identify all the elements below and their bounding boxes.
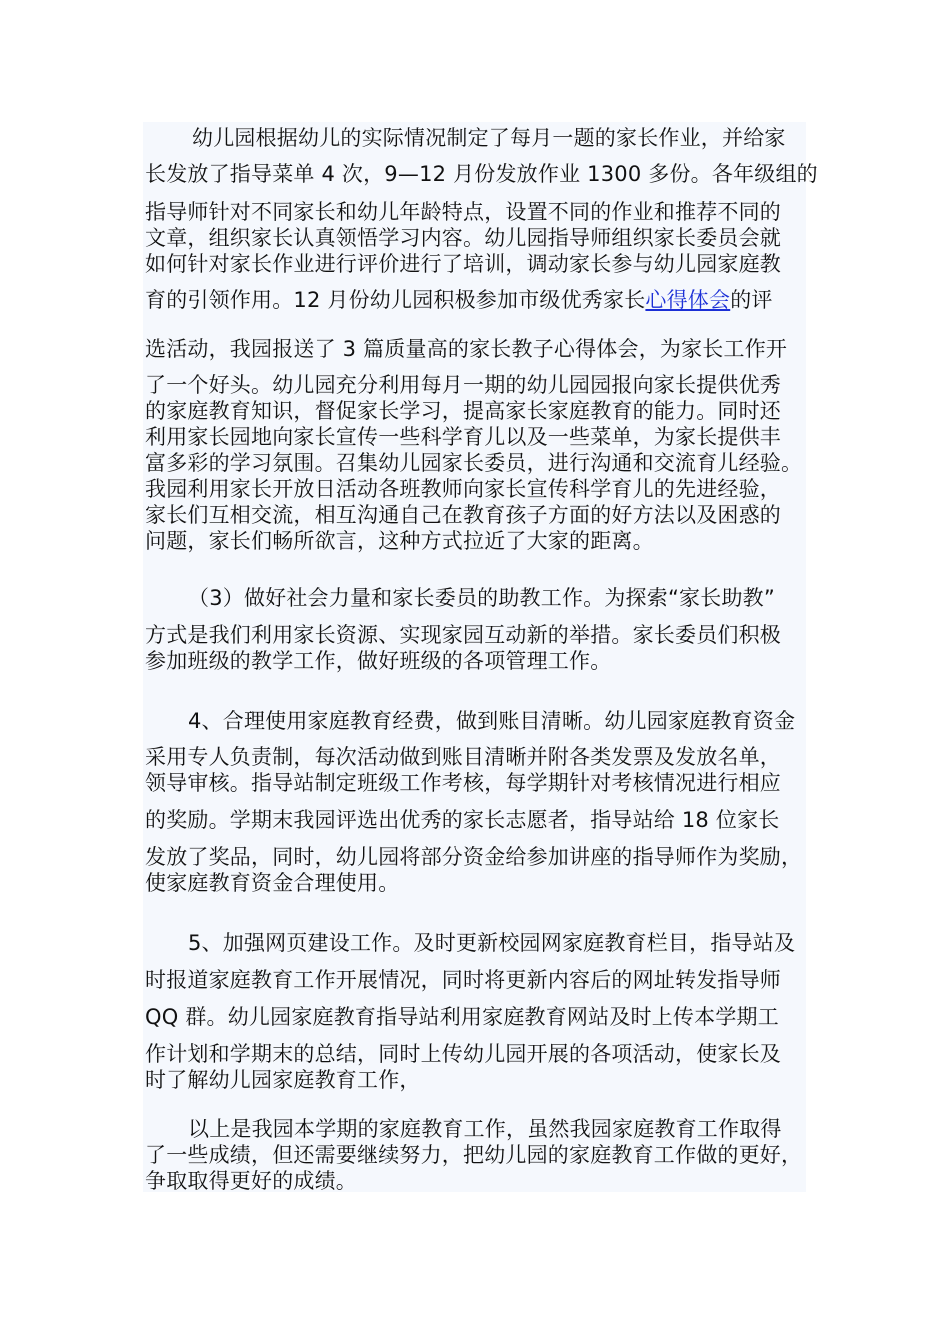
text-line: 以上是我园本学期的家庭教育工作，虽然我园家庭教育工作取得	[188, 1117, 782, 1141]
text-line: 富多彩的学习氛围。召集幼儿园家长委员，进行沟通和交流育儿经验。	[145, 451, 803, 475]
text-line: 如何针对家长作业进行评价进行了培训，调动家长参与幼儿园家庭教	[145, 252, 781, 276]
text-line: 长发放了指导菜单 4 次，9—12 月份发放作业 1300 多份。各年级组的	[145, 162, 818, 186]
text-line: 问题，家长们畅所欲言，这种方式拉近了大家的距离。	[145, 529, 654, 553]
text-line: 利用家长园地向家长宣传一些科学育儿以及一些菜单，为家长提供丰	[145, 425, 781, 449]
text-line: 争取取得更好的成绩。	[145, 1169, 357, 1193]
text-line: 参加班级的教学工作，做好班级的各项管理工作。	[145, 649, 612, 673]
text-line: 我园利用家长开放日活动各班教师向家长宣传科学育儿的先进经验，	[145, 477, 781, 501]
text-line: 采用专人负责制，每次活动做到账目清晰并附各类发票及发放名单，	[145, 745, 781, 769]
text-line: 作计划和学期末的总结，同时上传幼儿园开展的各项活动，使家长及	[145, 1042, 781, 1066]
text-line: 文章，组织家长认真领悟学习内容。幼儿园指导师组织家长委员会就	[145, 226, 781, 250]
text-line: QQ 群。幼儿园家庭教育指导站利用家庭教育网站及时上传本学期工	[145, 1005, 779, 1029]
text-line: 了一些成绩，但还需要继续努力，把幼儿园的家庭教育工作做的更好，	[145, 1143, 803, 1167]
experience-link[interactable]: 心得体会	[645, 288, 731, 312]
text-line: 家长们互相交流，相互沟通自己在教育孩子方面的好方法以及困惑的	[145, 503, 781, 527]
text-line: 的家庭教育知识，督促家长学习，提高家长家庭教育的能力。同时还	[145, 399, 781, 423]
text-line: 指导师针对不同家长和幼儿年龄特点，设置不同的作业和推荐不同的	[145, 200, 781, 224]
text-line: 5、加强网页建设工作。及时更新校园网家庭教育栏目，指导站及	[188, 931, 796, 955]
text-line: 时报道家庭教育工作开展情况，同时将更新内容后的网址转发指导师	[145, 968, 781, 992]
text-line: 的奖励。学期末我园评选出优秀的家长志愿者，指导站给 18 位家长	[145, 808, 780, 832]
text-line: 领导审核。指导站制定班级工作考核，每学期针对考核情况进行相应	[145, 771, 781, 795]
text-segment: 育的引领作用。12 月份幼儿园积极参加市级优秀家长	[145, 288, 646, 312]
text-line: 了一个好头。幼儿园充分利用每月一期的幼儿园园报向家长提供优秀	[145, 373, 781, 397]
text-line: （3）做好社会力量和家长委员的助教工作。为探索“家长助教”	[188, 586, 775, 610]
text-line: 时了解幼儿园家庭教育工作，	[145, 1068, 421, 1092]
text-line: 使家庭教育资金合理使用。	[145, 871, 400, 895]
text-segment: 的评	[730, 288, 773, 312]
text-line: 4、合理使用家庭教育经费，做到账目清晰。幼儿园家庭教育资金	[188, 709, 796, 733]
text-line: 选活动，我园报送了 3 篇质量高的家长教子心得体会，为家长工作开	[145, 337, 788, 361]
text-line: 发放了奖品，同时，幼儿园将部分资金给参加讲座的指导师作为奖励，	[145, 845, 803, 869]
text-line: 幼儿园根据幼儿的实际情况制定了每月一题的家长作业，并给家	[192, 126, 786, 150]
text-line: 方式是我们利用家长资源、实现家园互动新的举措。家长委员们积极	[145, 623, 781, 647]
